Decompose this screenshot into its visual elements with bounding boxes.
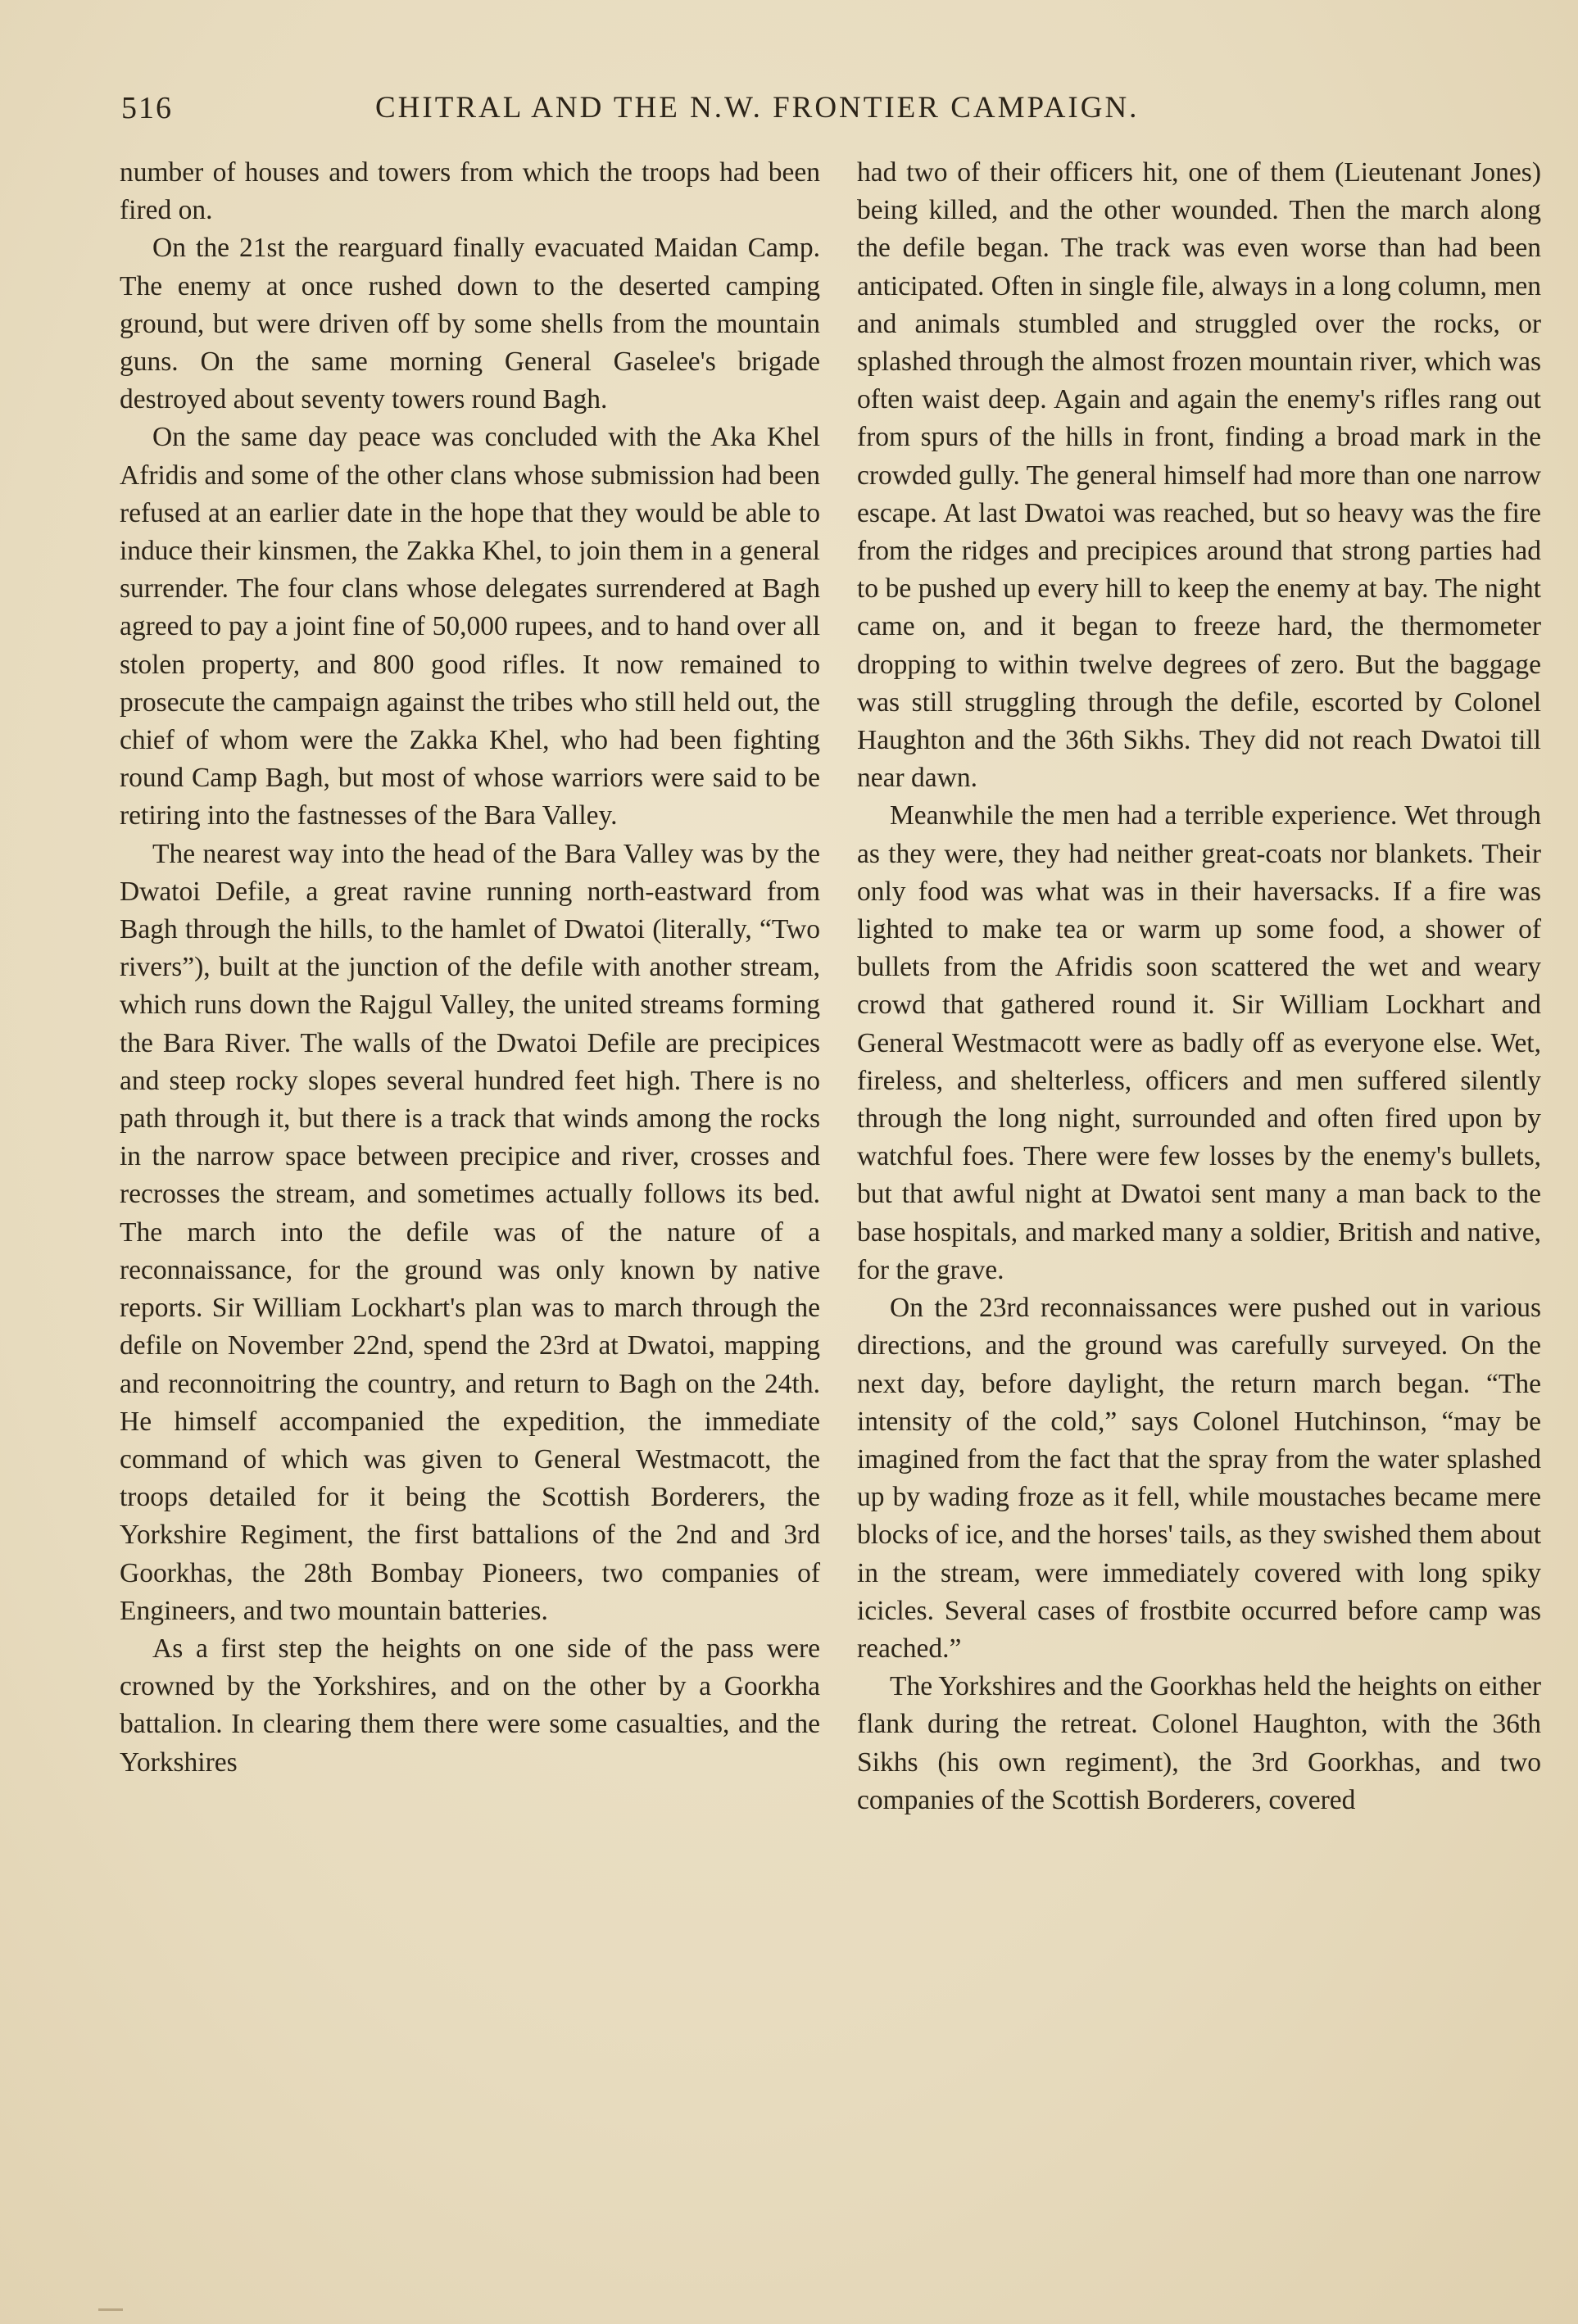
paragraph: The Yorkshires and the Goorkhas held the heights on either flank during the retreat. Colonel Haughton, with the 36th Sikhs (his own regiment), the 3rd Goorkhas, and two companies of the Scottish Borderers, covered xyxy=(857,1671,1541,1815)
paragraph: had two of their officers hit, one of them (Lieutenant Jones) being killed, and the other wounded. Then the march along the defile began. The track was even worse than had been anticipated. Often in single file, always in a long column, men and animals stumbled and struggled over the rocks, or splashed through the almost frozen mountain river, which was often waist deep. Again and again the enemy's rifles rang out from spurs of the hills in front, finding a broad mark in the crowded gully. The general himself had more than one narrow escape. At last Dwatoi was reached, but so heavy was the fire from the ridges and precipices around that strong parties had to be pushed up every hill to keep the enemy at bay. The night came on, and it began to freeze hard, the thermometer dropping to within twelve degrees of zero. But the baggage was still struggling through the defile, escorted by Colonel Haughton and the 36th Sikhs. They did not reach Dwatoi till near dawn. xyxy=(857,157,1541,794)
paragraph: number of houses and towers from which the troops had been fired on. xyxy=(120,157,820,226)
left-column xyxy=(120,154,820,1782)
paragraph: On the 23rd reconnaissances were pushed out in various directions, and the ground was carefully surveyed. On the next day, before daylight, the return march began. “The intensity of the cold,” says Colonel Hutchinson, “may be imagined from the fact that the spray from the water splashed up by wading froze as it fell, while moustaches became mere blocks of ice, and the horses' tails, as they swished them about in the stream, were immediately covered with long spiky icicles. Several cases of frostbite occurred before camp was reached.” xyxy=(857,1293,1541,1664)
running-title: CHITRAL AND THE N.W. FRONTIER CAMPAIGN. xyxy=(375,91,1140,125)
page-number: 516 xyxy=(121,91,173,125)
paragraph: On the 21st the rearguard finally evacuated Maidan Camp. The enemy at once rushed down to the deserted camping ground, but were driven off by some shells from the mountain guns. On the same morning General Gaselee's brigade destroyed about seventy towers round Bagh. xyxy=(120,233,820,415)
right-column xyxy=(857,154,1541,1819)
paragraph: On the same day peace was concluded with the Aka Khel Afridis and some of the other clans whose submission had been refused at an earlier date in the hope that they would be able to induce their kinsmen, the Zakka Khel, to join them in a general surrender. The four clans whose delegates surrendered at Bagh agreed to pay a joint fine of 50,000 rupees, and to hand over all stolen property, and 800 good rifles. It now remained to prosecute the campaign against the tribes who still held out, the chief of whom were the Zakka Khel, who had been fighting round Camp Bagh, but most of whose warriors were said to be retiring into the fastnesses of the Bara Valley. xyxy=(120,422,820,831)
paper-speck xyxy=(98,2308,123,2311)
paragraph: As a first step the heights on one side of the pass were crowned by the Yorkshires, and on the other by a Goorkha battalion. In clearing them there were some casualties, and the Yorkshires xyxy=(120,1633,820,1778)
paragraph: The nearest way into the head of the Bara Valley was by the Dwatoi Defile, a great ravine running north-eastward from Bagh through the hills, to the hamlet of Dwatoi (literally, “Two rivers”), built at the junction of the defile with another stream, which runs down the Rajgul Valley, the united streams forming the Bara River. The walls of the Dwatoi Defile are precipices and steep rocky slopes several hundred feet high. There is no path through it, but there is a track that winds among the rocks in the narrow space between precipice and river, crosses and recrosses the stream, and sometimes actually follows its bed. The march into the defile was of the nature of a reconnaissance, for the ground was only known by native reports. Sir William Lockhart's plan was to march through the defile on November 22nd, spend the 23rd at Dwatoi, mapping and reconnoitring the country, and return to Bagh on the 24th. He himself accompanied the expedition, the immediate command of which was given to General Westmacott, the troops detailed for it being the Scottish Borderers, the Yorkshire Regiment, the first battalions of the 2nd and 3rd Goorkhas, the 28th Bombay Pioneers, two companies of Engineers, and two mountain batteries. xyxy=(120,838,820,1626)
paragraph: Meanwhile the men had a terrible experience. Wet through as they were, they had neither great-coats nor blankets. Their only food was what was in their haversacks. If a fire was lighted to make tea or warm up some food, a shower of bullets from the Afridis soon scattered the wet and weary crowd that gathered round it. Sir William Lockhart and General Westmacott were as badly off as everyone else. Wet, fireless, and shelterless, officers and men suffered silently through the long night, surrounded and often fired upon by watchful foes. There were few losses by the enemy's bullets, but that awful night at Dwatoi sent many a man back to the base hospitals, and marked many a soldier, British and native, for the grave. xyxy=(857,800,1541,1285)
page-header xyxy=(121,85,1514,134)
